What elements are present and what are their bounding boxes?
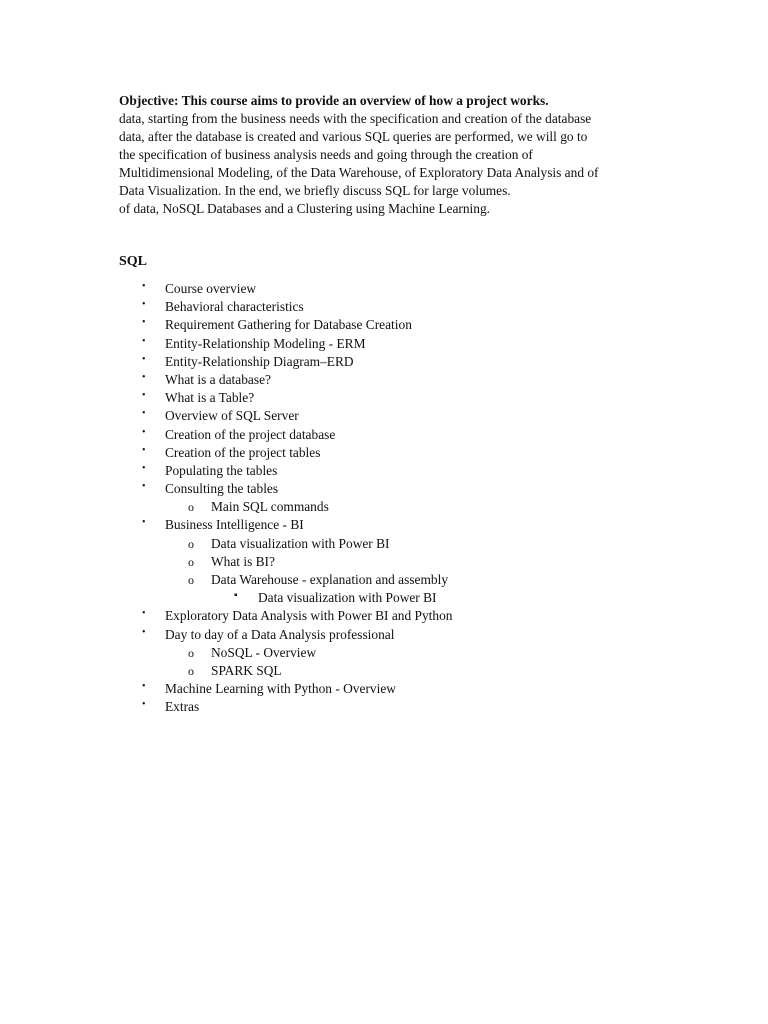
outline-item-text: Exploratory Data Analysis with Power BI and Python	[165, 608, 453, 624]
outline-item-level-1	[0, 680, 768, 698]
outline-item-level-2	[0, 662, 768, 680]
bullet-marker: •	[142, 408, 146, 420]
outline-item-level-1	[0, 280, 768, 298]
outline-item-text: Consulting the tables	[165, 481, 279, 497]
outline-item-level-2	[0, 553, 768, 571]
bullet-marker: o	[188, 573, 194, 587]
bullet-marker: o	[188, 500, 194, 515]
bullet-marker: o	[188, 663, 194, 678]
outline-item-level-1	[0, 316, 768, 334]
bullet-marker: •	[142, 317, 146, 329]
outline-item-level-1	[0, 607, 768, 625]
outline-item-text: Data Warehouse - explanation and assembly	[211, 572, 449, 587]
outline-item-text: Entity-Relationship Diagram–ERD	[165, 353, 354, 369]
outline-item-text: NoSQL - Overview	[211, 644, 317, 660]
outline-item-level-1	[0, 480, 768, 498]
objective-paragraph	[119, 92, 639, 218]
objective-line: Data Visualization. In the end, we briefly discuss SQL for large volumes.	[119, 183, 511, 198]
bullet-marker: •	[142, 426, 146, 438]
objective-line: data, starting from the business needs with the specification and creation of the database	[119, 111, 592, 126]
outline-item-text: SPARK SQL	[211, 662, 282, 678]
objective-line: the specification of business analysis needs and going through the creation of	[119, 147, 533, 162]
outline-item-level-2	[0, 571, 768, 589]
outline-item-level-1	[0, 389, 768, 407]
outline-item-text: What is BI?	[211, 553, 275, 569]
bullet-marker: o	[188, 554, 194, 569]
bullet-marker: •	[142, 699, 146, 711]
outline-item-text: What is a Table?	[165, 390, 255, 406]
section-heading-sql: SQL	[119, 254, 148, 269]
outline-item-level-1	[0, 462, 768, 480]
outline-item-text: Extras	[165, 699, 200, 715]
outline-item-text: Business Intelligence - BI	[165, 517, 304, 533]
bullet-marker: •	[142, 335, 146, 347]
outline-item-text: Course overview	[165, 281, 257, 296]
outline-item-text: Overview of SQL Server	[165, 408, 299, 424]
bullet-marker: ▪	[234, 590, 238, 602]
outline-item-level-1	[0, 516, 768, 534]
outline-item-level-1	[0, 626, 768, 644]
outline-item-text: Data visualization with Power BI	[211, 535, 390, 551]
bullet-marker: •	[142, 626, 146, 638]
bullet-marker: •	[142, 390, 146, 402]
bullet-marker: •	[142, 281, 146, 292]
outline-item-level-1	[0, 371, 768, 389]
outline-item-level-1	[0, 407, 768, 425]
outline-item-level-1	[0, 444, 768, 462]
outline-item-level-1	[0, 698, 768, 716]
bullet-marker: •	[142, 299, 146, 311]
objective-line: Multidimensional Modeling, of the Data Warehouse, of Exploratory Data Analysis and of	[119, 165, 599, 180]
outline-item-level-3	[0, 589, 768, 607]
bullet-marker: •	[142, 517, 146, 529]
outline-item-level-1	[0, 426, 768, 444]
outline-item-text: Main SQL commands	[211, 499, 329, 515]
bullet-marker: •	[142, 608, 146, 620]
outline-item-text: Day to day of a Data Analysis professional	[165, 626, 395, 642]
outline-item-level-2	[0, 644, 768, 662]
outline-item-text: What is a database?	[165, 371, 271, 387]
bullet-marker: •	[142, 462, 146, 474]
outline-item-text: Requirement Gathering for Database Creation	[165, 317, 412, 333]
bullet-marker: •	[142, 481, 146, 493]
outline-item-text: Behavioral characteristics	[165, 299, 304, 315]
outline-item-text: Creation of the project database	[165, 426, 336, 442]
bullet-marker: •	[142, 681, 146, 693]
outline-item-text: Data visualization with Power BI	[258, 590, 437, 606]
outline-item-level-1	[0, 353, 768, 371]
bullet-marker: o	[188, 536, 194, 551]
outline-item-text: Populating the tables	[165, 462, 278, 478]
course-outline-list	[0, 280, 768, 717]
outline-item-text: Entity-Relationship Modeling - ERM	[165, 335, 366, 351]
outline-item-level-1	[0, 335, 768, 353]
outline-item-level-2	[0, 498, 768, 516]
objective-line: data, after the database is created and various SQL queries are performed, we will go to	[119, 129, 588, 144]
bullet-marker: •	[142, 444, 146, 456]
objective-title: Objective: This course aims to provide an overview of how a project works.	[119, 93, 549, 108]
bullet-marker: •	[142, 371, 146, 383]
bullet-marker: o	[188, 645, 194, 660]
outline-item-level-1	[0, 298, 768, 316]
outline-item-level-2	[0, 535, 768, 553]
outline-item-text: Machine Learning with Python - Overview	[165, 681, 396, 697]
outline-item-text: Creation of the project tables	[165, 444, 321, 460]
objective-line: of data, NoSQL Databases and a Clustering using Machine Learning.	[119, 201, 490, 216]
bullet-marker: •	[142, 353, 146, 365]
